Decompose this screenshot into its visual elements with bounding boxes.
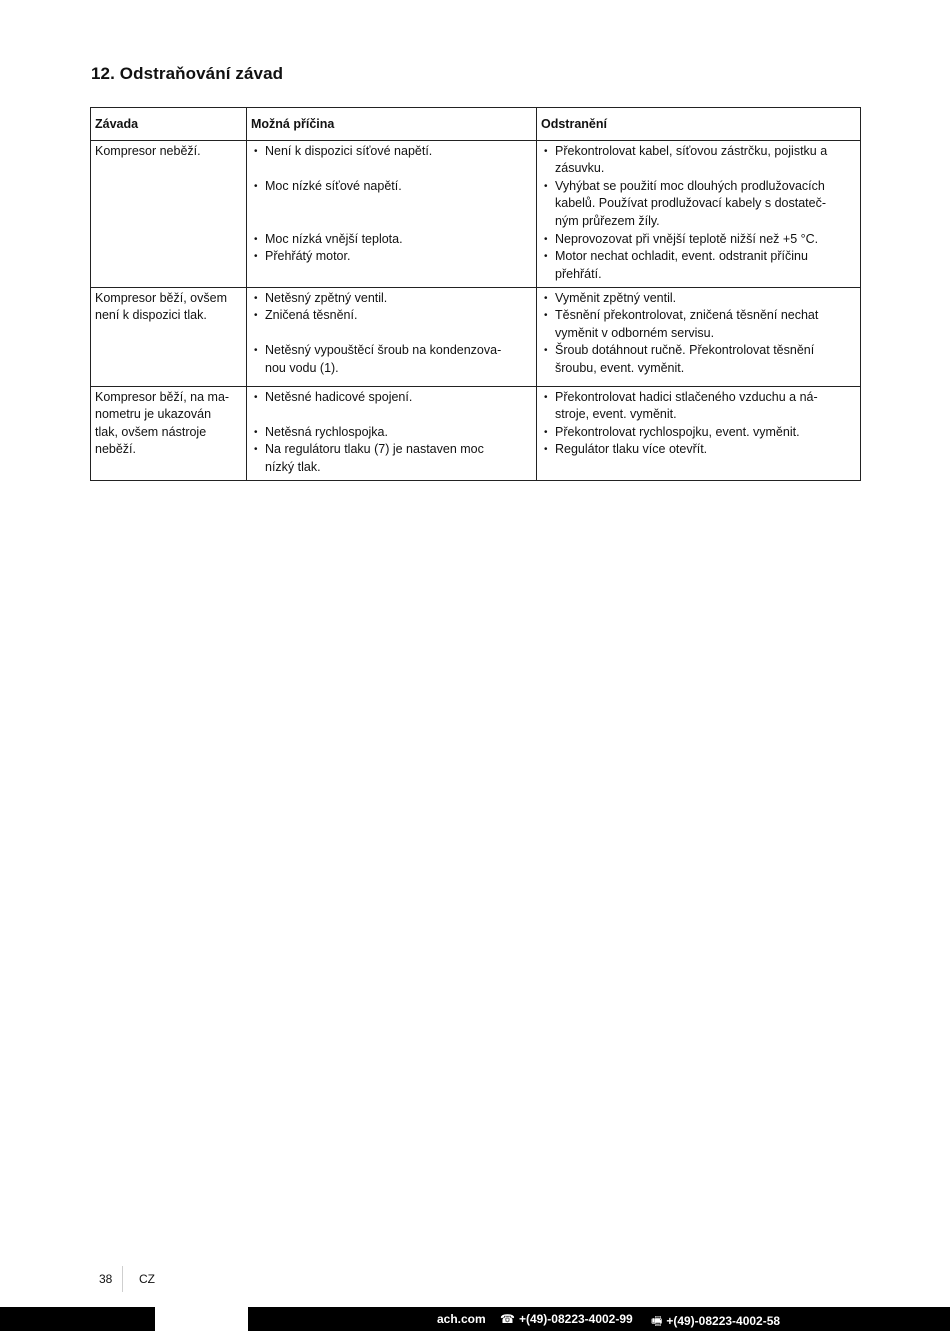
cause-item: • Moc nízká vnější teplota. (251, 231, 532, 249)
cause-item: • Netěsný vypouštěcí šroub na kondenzova- nou vodu (1). (251, 342, 532, 377)
remedy-item: • Motor nechat ochladit, event. odstranit příčinu přehřátí. (541, 248, 856, 283)
footer-divider (122, 1266, 123, 1292)
phone-contact (500, 1312, 633, 1326)
website-link[interactable]: ach.com (437, 1312, 486, 1326)
fax-contact (651, 1312, 780, 1333)
remedy-item: • Překontrolovat kabel, síťovou zástrčku, pojistku a zásuvku. (541, 143, 856, 178)
cause-cell (247, 287, 537, 386)
cause-item: • Zničená těsnění. (251, 307, 532, 325)
cause-item: • Netěsný zpětný ventil. (251, 290, 532, 308)
footer-bar-left (0, 1307, 155, 1331)
remedy-cell (537, 287, 861, 386)
page-title: 12. Odstraňování závad (91, 64, 284, 83)
table-row (91, 140, 861, 287)
cause-cell (247, 140, 537, 287)
column-header-remedy: Odstranění (537, 108, 861, 141)
remedy-list (541, 290, 856, 378)
remedy-cell (537, 140, 861, 287)
fax-icon: 🖷 (651, 1314, 663, 1328)
fault-text: Kompresor běží, ovšem není k dispozici tlak. (95, 290, 227, 323)
table-row (91, 287, 861, 386)
phone-icon: ☎ (500, 1312, 515, 1326)
remedy-item: • Překontrolovat hadici stlačeného vzduchu a ná- stroje, event. vyměnit. (541, 389, 856, 424)
cause-item: • Na regulátoru tlaku (7) je nastaven moc nízký tlak. (251, 441, 532, 476)
remedy-item: • Šroub dotáhnout ručně. Překontrolovat těsnění šroubu, event. vyměnit. (541, 342, 856, 377)
table-header-row (91, 108, 861, 141)
column-header-fault: Závada (91, 108, 247, 141)
remedy-item: • Vyhýbat se použití moc dlouhých prodlužovacích kabelů. Používat prodlužovací kabely s dostateč- ným průřezem žíly. (541, 178, 856, 231)
fault-cell (91, 140, 247, 287)
troubleshooting-table (90, 107, 861, 481)
cause-item: • Není k dispozici síťové napětí. (251, 143, 532, 161)
remedy-list (541, 389, 856, 459)
fault-cell (91, 386, 247, 480)
cause-cell (247, 386, 537, 480)
remedy-item: • Regulátor tlaku více otevřít. (541, 441, 856, 459)
remedy-item: • Neprovozovat při vnější teplotě nižší než +5 °C. (541, 231, 856, 249)
fax-number: +(49)-08223-4002-58 (666, 1314, 781, 1328)
remedy-list (541, 143, 856, 284)
remedy-cell (537, 386, 861, 480)
footer-contact-bar (248, 1307, 950, 1331)
cause-item: • Netěsná rychlospojka. (251, 424, 532, 442)
cause-list (251, 389, 532, 477)
cause-list (251, 290, 532, 378)
remedy-item: • Překontrolovat rychlospojku, event. vyměnit. (541, 424, 856, 442)
phone-number: +(49)-08223-4002-99 (518, 1312, 633, 1326)
fault-text: Kompresor běží, na ma- nometru je ukazován tlak, ovšem nástroje neběží. (95, 389, 230, 457)
table-row (91, 386, 861, 480)
column-header-cause: Možná příčina (247, 108, 537, 141)
fault-text: Kompresor neběží. (95, 143, 201, 158)
cause-list (251, 143, 532, 266)
language-code: CZ (139, 1272, 155, 1286)
remedy-item: • Těsnění překontrolovat, zničená těsnění nechat vyměnit v odborném servisu. (541, 307, 856, 342)
cause-item: • Přehřátý motor. (251, 248, 532, 266)
page-number: 38 (99, 1272, 113, 1286)
cause-item: • Netěsné hadicové spojení. (251, 389, 532, 407)
remedy-item: • Vyměnit zpětný ventil. (541, 290, 856, 308)
cause-item: • Moc nízké síťové napětí. (251, 178, 532, 196)
fault-cell (91, 287, 247, 386)
